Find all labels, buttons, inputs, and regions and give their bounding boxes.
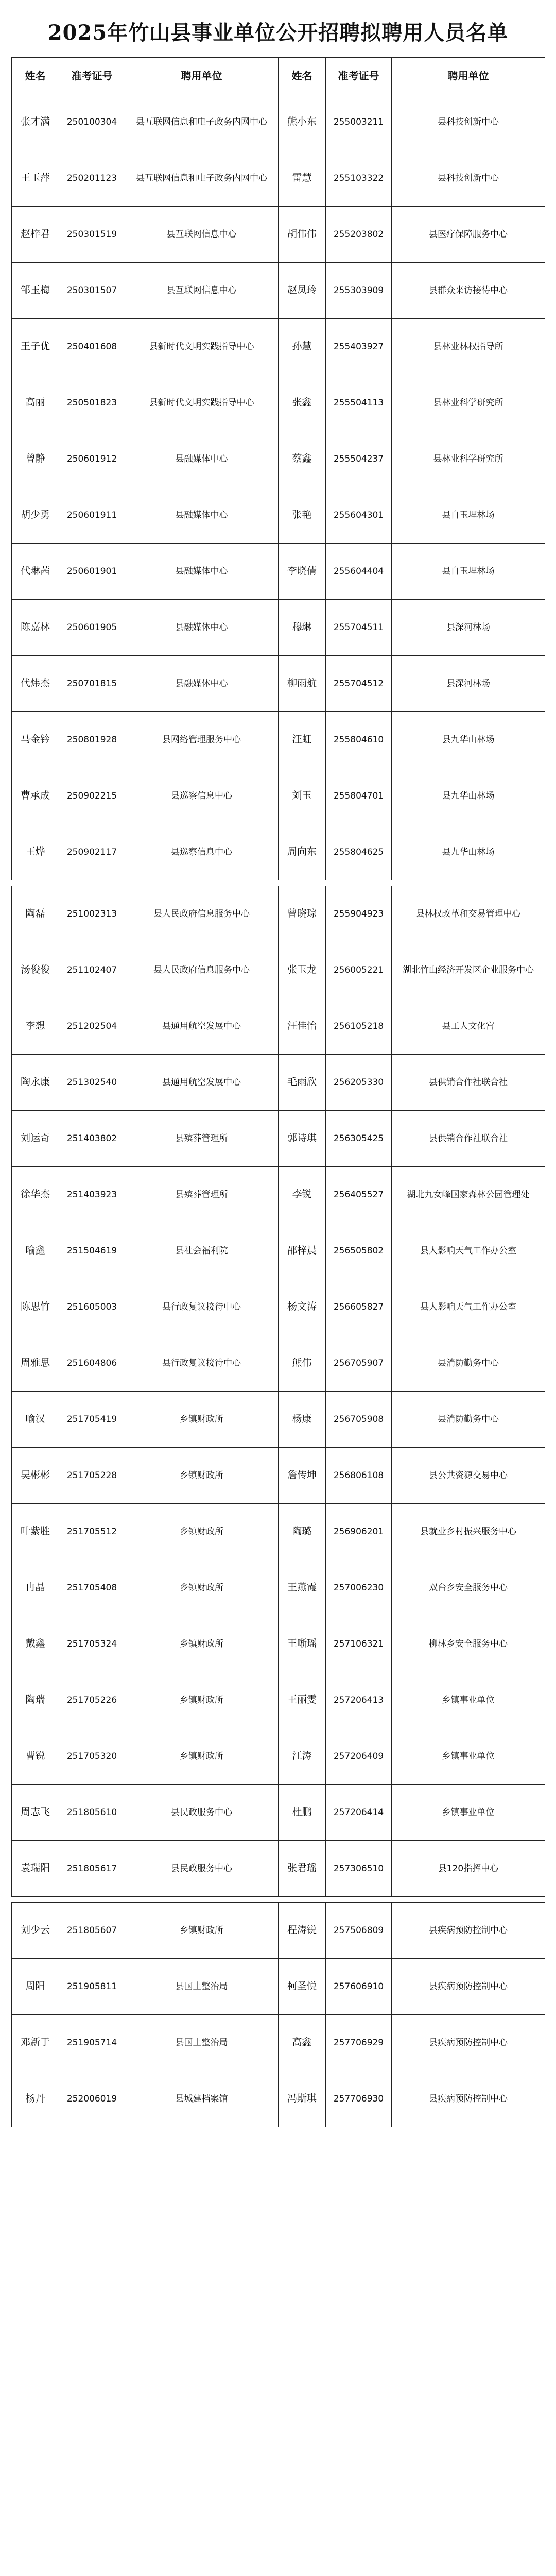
exam-number-left: 251705226 [59,1672,125,1728]
person-name-left: 张才满 [12,94,59,150]
person-name-right: 熊小东 [279,94,326,150]
table-row [12,1560,545,1616]
person-name-right: 穆琳 [279,600,326,656]
person-name-left: 戴鑫 [12,1616,59,1672]
exam-number-left: 250902215 [59,768,125,824]
person-name-left: 陈嘉林 [12,600,59,656]
table-row [12,1841,545,1897]
hiring-unit-left: 县殡葬管理所 [125,1111,279,1167]
hiring-unit-left: 县社会福利院 [125,1223,279,1279]
exam-number-right: 257006230 [326,1560,392,1616]
person-name-right: 高鑫 [279,2015,326,2071]
hiring-unit-right: 县林业科学研究所 [392,375,545,431]
exam-number-left: 251102407 [59,942,125,998]
person-name-left: 马金钤 [12,712,59,768]
hiring-unit-right: 县人影响天气工作办公室 [392,1223,545,1279]
person-name-left: 吴彬彬 [12,1448,59,1504]
hiring-unit-right: 县疾病预防控制中心 [392,2015,545,2071]
exam-number-right: 256605827 [326,1279,392,1335]
exam-number-left: 250201123 [59,150,125,207]
table-row [12,1111,545,1167]
table-row [12,544,545,600]
hiring-unit-right: 县120指挥中心 [392,1841,545,1897]
hiring-unit-right: 县林业科学研究所 [392,431,545,487]
exam-number-right: 257206409 [326,1728,392,1785]
person-name-left: 叶紫胜 [12,1504,59,1560]
exam-number-left: 250401608 [59,319,125,375]
table-row [12,1223,545,1279]
person-name-right: 程涛锐 [279,1903,326,1959]
hiring-unit-left: 县互联网信息中心 [125,207,279,263]
exam-number-left: 251705324 [59,1616,125,1672]
hiring-table [11,57,545,2127]
header-exam-number-right: 准考证号 [326,58,392,94]
hiring-unit-right: 县群众来访接待中心 [392,263,545,319]
table-body [12,94,545,2127]
document-title: 2025年竹山县事业单位公开招聘拟聘用人员名单 [47,21,509,45]
hiring-unit-right: 县医疗保障服务中心 [392,207,545,263]
hiring-unit-right: 县供销合作社联合社 [392,1111,545,1167]
exam-number-left: 250902117 [59,824,125,880]
exam-number-left: 250601901 [59,544,125,600]
person-name-right: 柳雨航 [279,656,326,712]
person-name-right: 郭诗琪 [279,1111,326,1167]
person-name-left: 代炜杰 [12,656,59,712]
exam-number-left: 250701815 [59,656,125,712]
exam-number-right: 255403927 [326,319,392,375]
exam-number-left: 250301519 [59,207,125,263]
hiring-unit-right: 县疾病预防控制中心 [392,2071,545,2127]
exam-number-right: 256505802 [326,1223,392,1279]
exam-number-left: 251605003 [59,1279,125,1335]
person-name-right: 张鑫 [279,375,326,431]
person-name-left: 胡少勇 [12,487,59,544]
table-header-row [12,58,545,94]
hiring-unit-right: 县供销合作社联合社 [392,1055,545,1111]
exam-number-left: 251403802 [59,1111,125,1167]
table-row [12,824,545,880]
person-name-right: 张君瑶 [279,1841,326,1897]
hiring-unit-left: 县通用航空发展中心 [125,998,279,1055]
header-hiring-unit-right: 聘用单位 [392,58,545,94]
exam-number-right: 255604404 [326,544,392,600]
exam-number-left: 250601911 [59,487,125,544]
person-name-left: 曹承成 [12,768,59,824]
separator-cell [12,1897,545,1903]
hiring-unit-left: 县互联网信息和电子政务内网中心 [125,94,279,150]
person-name-right: 毛雨欣 [279,1055,326,1111]
hiring-unit-right: 县疾病预防控制中心 [392,1903,545,1959]
person-name-right: 赵凤玲 [279,263,326,319]
exam-number-right: 255804625 [326,824,392,880]
hiring-unit-right: 湖北九女峰国家森林公园管理处 [392,1167,545,1223]
person-name-left: 王玉萍 [12,150,59,207]
hiring-unit-right: 乡镇事业单位 [392,1785,545,1841]
hiring-unit-right: 县科技创新中心 [392,94,545,150]
exam-number-left: 251705320 [59,1728,125,1785]
exam-number-left: 251202504 [59,998,125,1055]
person-name-right: 曾晓琮 [279,886,326,942]
person-name-left: 李想 [12,998,59,1055]
person-name-right: 张玉龙 [279,942,326,998]
table-row [12,1335,545,1392]
exam-number-right: 255604301 [326,487,392,544]
exam-number-right: 257506809 [326,1903,392,1959]
table-row [12,1279,545,1335]
exam-number-right: 255704511 [326,600,392,656]
hiring-unit-right: 县人影响天气工作办公室 [392,1279,545,1335]
person-name-right: 李锐 [279,1167,326,1223]
table-row [12,998,545,1055]
table-row [12,375,545,431]
table-row [12,656,545,712]
exam-number-left: 251403923 [59,1167,125,1223]
table-row [12,487,545,544]
person-name-right: 汪佳怡 [279,998,326,1055]
exam-number-left: 251002313 [59,886,125,942]
hiring-unit-left: 乡镇财政所 [125,1504,279,1560]
exam-number-right: 257106321 [326,1616,392,1672]
exam-number-left: 250301507 [59,263,125,319]
separator-cell [12,880,545,886]
table-row [12,207,545,263]
hiring-unit-right: 县深河林场 [392,656,545,712]
exam-number-left: 252006019 [59,2071,125,2127]
hiring-unit-left: 县人民政府信息服务中心 [125,942,279,998]
hiring-unit-left: 县通用航空发展中心 [125,1055,279,1111]
hiring-unit-left: 乡镇财政所 [125,1672,279,1728]
hiring-unit-right: 县深河林场 [392,600,545,656]
person-name-right: 詹传坤 [279,1448,326,1504]
hiring-unit-right: 乡镇事业单位 [392,1728,545,1785]
hiring-unit-left: 县互联网信息中心 [125,263,279,319]
table-row [12,1167,545,1223]
exam-number-left: 250601912 [59,431,125,487]
table-row [12,1959,545,2015]
exam-number-right: 256405527 [326,1167,392,1223]
hiring-unit-left: 县民政服务中心 [125,1785,279,1841]
exam-number-right: 255003211 [326,94,392,150]
person-name-right: 王丽雯 [279,1672,326,1728]
exam-number-left: 251805610 [59,1785,125,1841]
table-row [12,2071,545,2127]
exam-number-left: 251705228 [59,1448,125,1504]
hiring-unit-left: 县人民政府信息服务中心 [125,886,279,942]
person-name-right: 江涛 [279,1728,326,1785]
person-name-left: 徐华杰 [12,1167,59,1223]
hiring-unit-left: 县国土整治局 [125,1959,279,2015]
hiring-unit-right: 县疾病预防控制中心 [392,1959,545,2015]
table-row [12,2015,545,2071]
exam-number-right: 255504113 [326,375,392,431]
hiring-unit-left: 乡镇财政所 [125,1448,279,1504]
person-name-right: 胡伟伟 [279,207,326,263]
person-name-left: 陶磊 [12,886,59,942]
exam-number-left: 251705512 [59,1504,125,1560]
hiring-unit-left: 县国土整治局 [125,2015,279,2071]
hiring-unit-right: 县消防勤务中心 [392,1335,545,1392]
header-name-right: 姓名 [279,58,326,94]
person-name-left: 刘少云 [12,1903,59,1959]
hiring-unit-left: 县互联网信息和电子政务内网中心 [125,150,279,207]
exam-number-left: 251504619 [59,1223,125,1279]
header-hiring-unit-left: 聘用单位 [125,58,279,94]
hiring-unit-left: 县网络管理服务中心 [125,712,279,768]
person-name-left: 冉晶 [12,1560,59,1616]
table-row [12,942,545,998]
exam-number-right: 257306510 [326,1841,392,1897]
hiring-unit-left: 县融媒体中心 [125,487,279,544]
exam-number-left: 250601905 [59,600,125,656]
hiring-unit-right: 县工人文化宫 [392,998,545,1055]
hiring-unit-left: 县殡葬管理所 [125,1167,279,1223]
table-row [12,768,545,824]
table-row [12,600,545,656]
person-name-right: 杨文涛 [279,1279,326,1335]
hiring-unit-right: 县科技创新中心 [392,150,545,207]
exam-number-right: 256005221 [326,942,392,998]
table-row [12,1504,545,1560]
person-name-left: 周阳 [12,1959,59,2015]
group-separator [12,880,545,886]
group-separator [12,1897,545,1903]
person-name-left: 邓新于 [12,2015,59,2071]
exam-number-left: 250100304 [59,94,125,150]
exam-number-left: 250801928 [59,712,125,768]
exam-number-right: 257706930 [326,2071,392,2127]
hiring-unit-left: 县融媒体中心 [125,600,279,656]
hiring-unit-right: 县消防勤务中心 [392,1392,545,1448]
exam-number-right: 255704512 [326,656,392,712]
hiring-unit-left: 县融媒体中心 [125,544,279,600]
hiring-unit-right: 乡镇事业单位 [392,1672,545,1728]
person-name-left: 高丽 [12,375,59,431]
exam-number-left: 250501823 [59,375,125,431]
hiring-unit-left: 乡镇财政所 [125,1728,279,1785]
person-name-left: 周志飞 [12,1785,59,1841]
exam-number-right: 257206413 [326,1672,392,1728]
hiring-unit-left: 县行政复议接待中心 [125,1335,279,1392]
exam-number-right: 257706929 [326,2015,392,2071]
hiring-unit-left: 乡镇财政所 [125,1616,279,1672]
exam-number-right: 255504237 [326,431,392,487]
person-name-right: 蔡鑫 [279,431,326,487]
person-name-left: 曾静 [12,431,59,487]
person-name-left: 邹玉梅 [12,263,59,319]
hiring-unit-left: 县新时代文明实践指导中心 [125,375,279,431]
person-name-left: 喻鑫 [12,1223,59,1279]
person-name-right: 陶璐 [279,1504,326,1560]
hiring-unit-left: 县融媒体中心 [125,431,279,487]
person-name-right: 周向东 [279,824,326,880]
table-row [12,150,545,207]
exam-number-right: 256906201 [326,1504,392,1560]
hiring-unit-left: 县行政复议接待中心 [125,1279,279,1335]
hiring-unit-right: 双台乡安全服务中心 [392,1560,545,1616]
table-row [12,1616,545,1672]
person-name-right: 熊伟 [279,1335,326,1392]
hiring-unit-right: 县自玉埋林场 [392,544,545,600]
person-name-right: 王晰瑶 [279,1616,326,1672]
exam-number-left: 251805617 [59,1841,125,1897]
person-name-left: 汤俊俊 [12,942,59,998]
exam-number-right: 255303909 [326,263,392,319]
person-name-right: 李晓倩 [279,544,326,600]
person-name-right: 杨康 [279,1392,326,1448]
exam-number-right: 256806108 [326,1448,392,1504]
hiring-unit-right: 县就业乡村振兴服务中心 [392,1504,545,1560]
hiring-unit-right: 湖北竹山经济开发区企业服务中心 [392,942,545,998]
exam-number-right: 255103322 [326,150,392,207]
person-name-right: 柯圣悦 [279,1959,326,2015]
table-row [12,431,545,487]
table-row [12,1903,545,1959]
person-name-right: 杜鹏 [279,1785,326,1841]
person-name-left: 杨丹 [12,2071,59,2127]
hiring-unit-right: 县公共资源交易中心 [392,1448,545,1504]
hiring-unit-left: 乡镇财政所 [125,1392,279,1448]
table-row [12,1055,545,1111]
person-name-right: 汪虹 [279,712,326,768]
person-name-right: 刘玉 [279,768,326,824]
exam-number-left: 251705419 [59,1392,125,1448]
table-row [12,263,545,319]
person-name-left: 王子优 [12,319,59,375]
exam-number-left: 251604806 [59,1335,125,1392]
person-name-right: 张艳 [279,487,326,544]
hiring-unit-left: 县城建档案馆 [125,2071,279,2127]
person-name-left: 喻汉 [12,1392,59,1448]
table-row [12,1448,545,1504]
table-row [12,1672,545,1728]
table-row [12,886,545,942]
hiring-unit-left: 县民政服务中心 [125,1841,279,1897]
hiring-unit-right: 县九华山林场 [392,824,545,880]
person-name-left: 曹锐 [12,1728,59,1785]
hiring-unit-left: 县新时代文明实践指导中心 [125,319,279,375]
table-row [12,1785,545,1841]
person-name-left: 陶瑞 [12,1672,59,1728]
exam-number-left: 251905811 [59,1959,125,2015]
exam-number-left: 251905714 [59,2015,125,2071]
hiring-unit-left: 县巡察信息中心 [125,768,279,824]
exam-number-right: 257206414 [326,1785,392,1841]
table-row [12,94,545,150]
person-name-right: 邵梓晨 [279,1223,326,1279]
person-name-left: 赵梓君 [12,207,59,263]
exam-number-right: 256705908 [326,1392,392,1448]
hiring-unit-right: 县自玉埋林场 [392,487,545,544]
exam-number-right: 255904923 [326,886,392,942]
hiring-unit-left: 县巡察信息中心 [125,824,279,880]
table-row [12,712,545,768]
exam-number-right: 256305425 [326,1111,392,1167]
exam-number-left: 251805607 [59,1903,125,1959]
exam-number-right: 256705907 [326,1335,392,1392]
person-name-left: 代琳茜 [12,544,59,600]
header-name-left: 姓名 [12,58,59,94]
hiring-unit-right: 县林业林权指导所 [392,319,545,375]
header-exam-number-left: 准考证号 [59,58,125,94]
person-name-right: 王燕霞 [279,1560,326,1616]
hiring-unit-left: 乡镇财政所 [125,1560,279,1616]
exam-number-right: 257606910 [326,1959,392,2015]
exam-number-right: 256205330 [326,1055,392,1111]
person-name-left: 陈思竹 [12,1279,59,1335]
person-name-right: 冯斯琪 [279,2071,326,2127]
person-name-right: 孙慧 [279,319,326,375]
exam-number-right: 255804701 [326,768,392,824]
table-row [12,319,545,375]
exam-number-right: 255203802 [326,207,392,263]
person-name-left: 周雅思 [12,1335,59,1392]
person-name-left: 王烨 [12,824,59,880]
exam-number-left: 251705408 [59,1560,125,1616]
hiring-unit-right: 柳林乡安全服务中心 [392,1616,545,1672]
person-name-left: 刘运奇 [12,1111,59,1167]
person-name-left: 袁瑞阳 [12,1841,59,1897]
hiring-unit-right: 县九华山林场 [392,712,545,768]
hiring-unit-right: 县九华山林场 [392,768,545,824]
exam-number-right: 255804610 [326,712,392,768]
hiring-unit-right: 县林权改革和交易管理中心 [392,886,545,942]
hiring-unit-left: 县融媒体中心 [125,656,279,712]
table-row [12,1392,545,1448]
exam-number-left: 251302540 [59,1055,125,1111]
person-name-right: 雷慧 [279,150,326,207]
hiring-unit-left: 乡镇财政所 [125,1903,279,1959]
table-row [12,1728,545,1785]
person-name-left: 陶永康 [12,1055,59,1111]
exam-number-right: 256105218 [326,998,392,1055]
